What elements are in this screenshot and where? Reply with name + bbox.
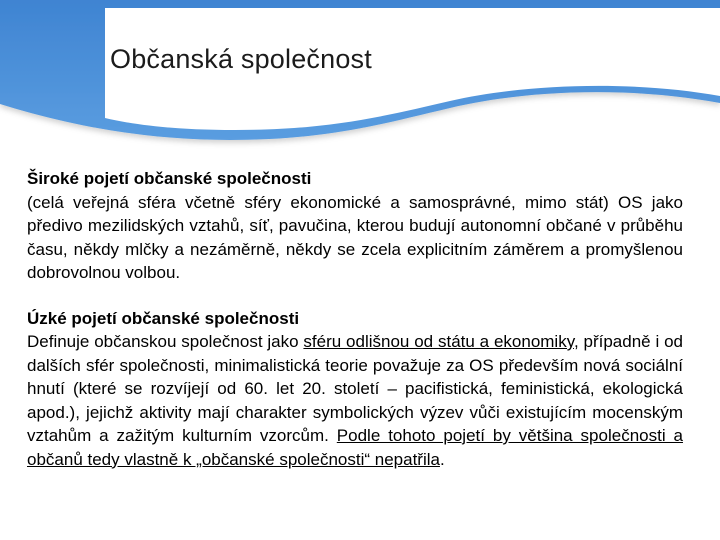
paragraph-text: , případně i od dalších sfér společnosti, minimalistická teorie považuje za OS především nová sociální hnutí (které se rozvíjejí od 60. let 20. století – pacifistická, feministická, ekologická apod.), jejichž aktivity mají charakter symbolických výzev vůči existujícím mocenským vztahům a zažitým kulturním vzorcům.	[27, 332, 683, 445]
slide-title: Občanská společnost	[110, 44, 372, 74]
paragraph-text: .	[439, 449, 445, 469]
slide-content	[27, 167, 683, 471]
section-heading: Široké pojetí občanské společnosti	[27, 169, 312, 188]
section-paragraph	[27, 330, 683, 471]
section-narrow-concept	[27, 307, 683, 472]
paragraph-text: Definuje občanskou společnost jako	[27, 332, 304, 351]
section-heading: Úzké pojetí občanské společnosti	[27, 308, 300, 328]
section-broad-concept	[27, 167, 683, 285]
section-paragraph: (celá veřejná sféra včetně sféry ekonomické a samosprávné, mimo stát) OS jako předivo mezilidských vztahů, síť, pavučina, kterou budují autonomní občané v průběhu času, někdy mlčky a nezáměrně, někdy se zcela explicitním záměrem a promyšlenou dobrovolnou volbou.	[27, 192, 683, 282]
header-band	[0, 0, 720, 160]
underlined-phrase: sféru odlišnou od státu a ekonomiky	[303, 332, 574, 351]
underlined-phrase: Podle tohoto pojetí by většina společnosti a občanů tedy vlastně k „občanské společnosti“ nepatřila	[27, 426, 683, 469]
